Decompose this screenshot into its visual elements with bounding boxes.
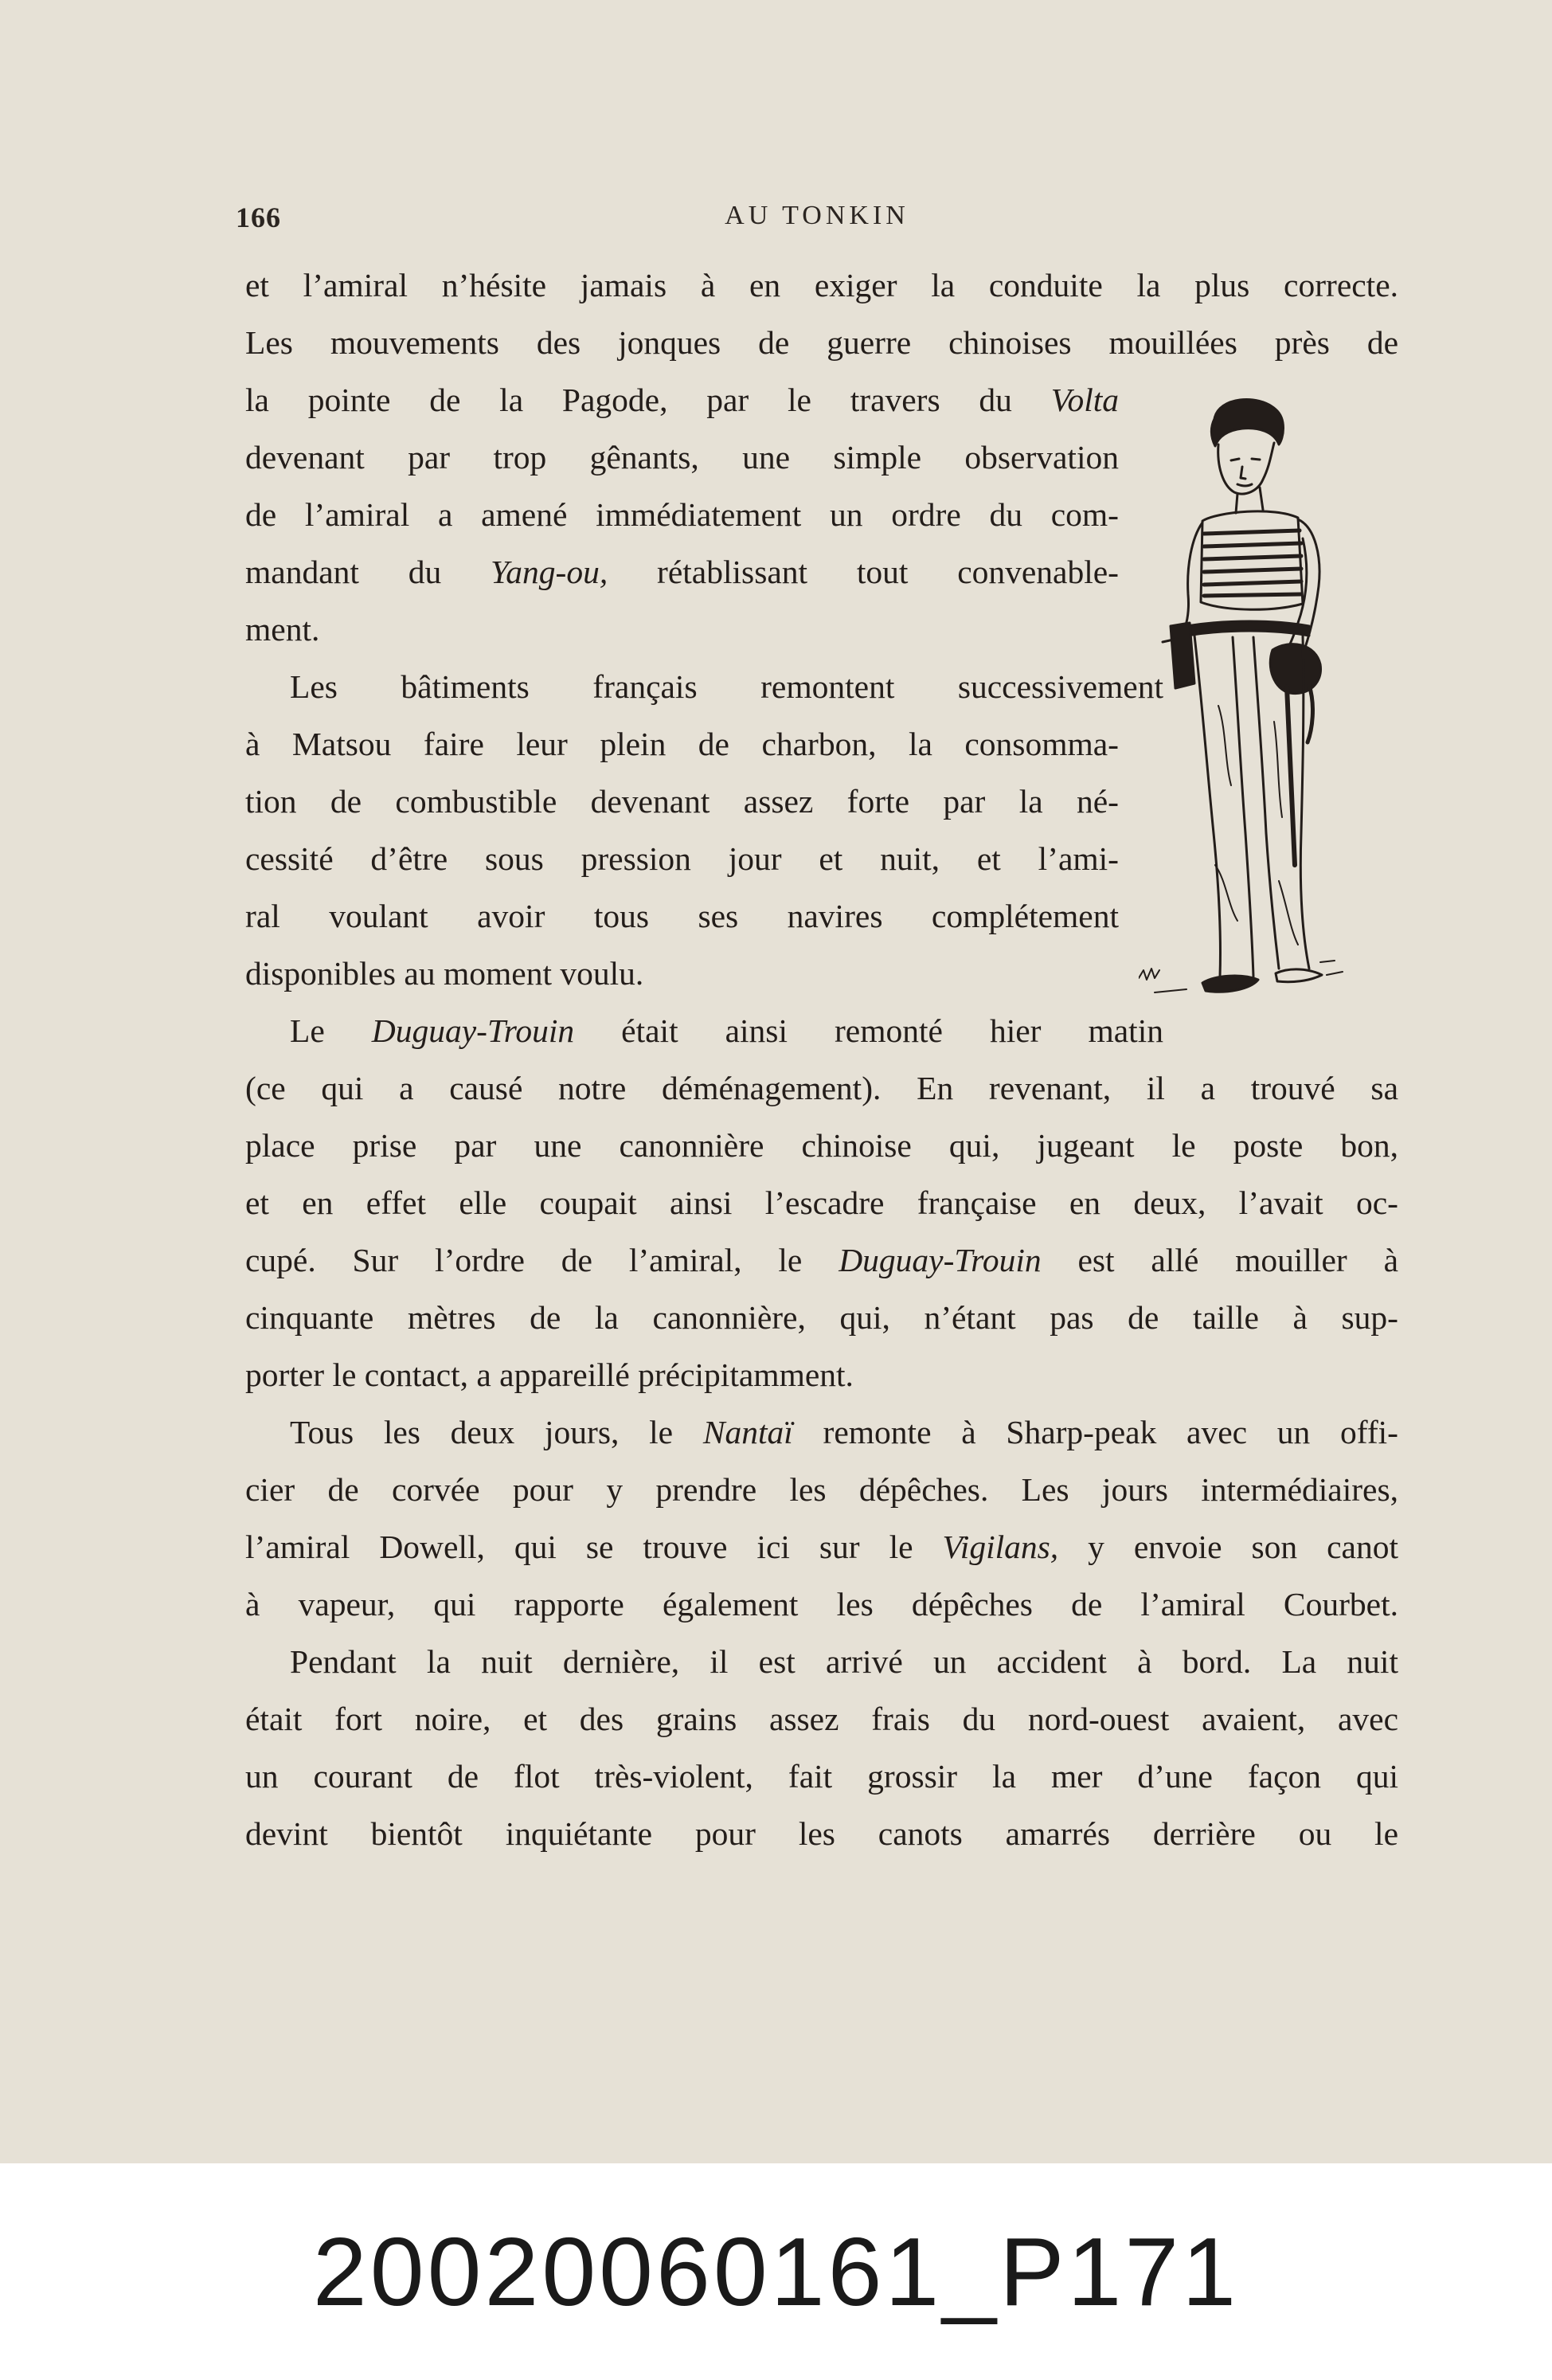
running-head	[236, 201, 1398, 241]
text-line: cupé. Sur l’ordre de l’amiral, le Duguay-Trouin est allé mouiller à	[245, 1242, 1399, 1278]
accession-number-label: 20020060161_P171	[312, 2218, 1240, 2326]
text-line: place prise par une canonnière chinoise qui, jugeant le poste bon,	[245, 1127, 1398, 1164]
text-line: cessité d’être sous pression jour et nuit, et l’ami-	[245, 840, 1119, 877]
text-line: et en effet elle coupait ainsi l’escadre française en deux, l’avait oc-	[245, 1184, 1398, 1221]
paragraph-start-line: Le Duguay-Trouin était ainsi remonté hier matin	[290, 1012, 1163, 1049]
text-line: à Matsou faire leur plein de charbon, la consomma-	[245, 726, 1119, 762]
paragraph-start-line: Tous les deux jours, le Nantaï remonte à Sharp-peak avec un offi-	[290, 1414, 1399, 1450]
text-line: disponibles au moment voulu.	[245, 955, 644, 992]
text-line: un courant de flot très-violent, fait grossir la mer d’une façon qui	[245, 1758, 1398, 1795]
paragraph-start-line: Pendant la nuit dernière, il est arrivé un accident à bord. La nuit	[290, 1643, 1398, 1680]
text-line: devenant par trop gênants, une simple observation	[245, 439, 1119, 476]
text-line: porter le contact, a appareillé précipitamment.	[245, 1356, 854, 1393]
text-line: cinquante mètres de la canonnière, qui, n’étant pas de taille à sup-	[245, 1299, 1398, 1336]
page-number: 166	[236, 202, 281, 233]
text-line: ral voulant avoir tous ses navires complétement	[245, 898, 1119, 934]
text-line: cier de corvée pour y prendre les dépêches. Les jours intermédiaires,	[245, 1471, 1398, 1508]
paragraph-start-line: Les bâtiments français remontent successivement	[290, 668, 1163, 705]
text-line: et l’amiral n’hésite jamais à en exiger la conduite la plus correcte.	[245, 267, 1398, 303]
text-line: la pointe de la Pagode, par le travers du Volta	[245, 382, 1119, 418]
text-line: (ce qui a causé notre déménagement). En revenant, il a trouvé sa	[245, 1070, 1398, 1106]
text-line: mandant du Yang-ou, rétablissant tout convenable-	[245, 554, 1119, 590]
text-line: ment.	[245, 611, 320, 648]
text-line: Les mouvements des jonques de guerre chinoises mouillées près de	[245, 324, 1398, 361]
text-line: l’amiral Dowell, qui se trouve ici sur le Vigilans, y envoie son canot	[245, 1529, 1398, 1565]
text-line: à vapeur, qui rapporte également les dépêches de l’amiral Courbet.	[245, 1586, 1398, 1623]
text-line: était fort noire, et des grains assez frais du nord-ouest avaient, avec	[245, 1701, 1398, 1737]
text-line: tion de combustible devenant assez forte par la né-	[245, 783, 1119, 820]
text-line: de l’amiral a amené immédiatement un ordre du com-	[245, 496, 1119, 533]
text-line: devint bientôt inquiétante pour les canots amarrés derrière ou le	[245, 1815, 1398, 1852]
sailor-illustration	[1139, 387, 1346, 1016]
running-title: AU TONKIN	[725, 201, 909, 230]
